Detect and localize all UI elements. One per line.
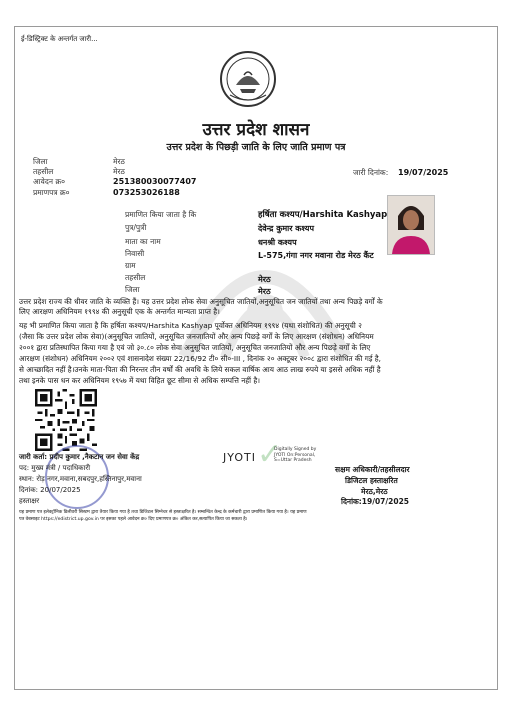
district-value: मेरठ bbox=[113, 157, 125, 166]
resident-label: निवासी bbox=[125, 249, 145, 258]
para1-line1: उत्तर प्रदेश राज्य की धीवर जाति के व्यक्ति हैं। यह उत्तर प्रदेश लोक सेवा अनुसूचित जातियों,अनुसूचित जन जातियों तथा अन्य पिछड़े वर्गों के bbox=[19, 297, 383, 306]
issuer-signature-label: हस्ताक्षर bbox=[19, 497, 40, 505]
application-value: 251380030077407 bbox=[113, 177, 197, 186]
father-name: देवेन्द्र कुमार कश्यप bbox=[258, 224, 314, 233]
issue-date-label: जारी दिनांक: bbox=[353, 168, 389, 177]
para2-line4: आरक्षण (संशोधन) अधिनियम २००२ एवं शासनादेश संख्या 22/16/92 टी० सी०-III , दिनांक २० अक्टूबर २००८ द्वारा संशोधित की गई है, bbox=[19, 354, 381, 363]
qr-code-icon bbox=[35, 389, 97, 451]
edistrict-note: ई-डिस्ट्रिक्ट के अन्तर्गत जारी... bbox=[21, 35, 98, 43]
para2-line6: तथा इनके पास धन कर अधिनियम १९५७ में यथा विहित छूट सीमा से अधिक सम्पत्ति नहीं है। bbox=[19, 376, 260, 385]
digital-signature-check-icon: ✓ bbox=[257, 437, 283, 472]
page-title: उत्तर प्रदेश शासन bbox=[202, 120, 310, 140]
issuer-date: दिनांक: 20/07/2025 bbox=[19, 486, 81, 494]
issued-by: जारी कर्ता: प्रदीप कुमार ,नैकटान जन सेवा केंद्र bbox=[19, 453, 140, 461]
para2-line2: (जैसा कि उत्तर प्रदेश लोक सेवा)(अनुसूचित जातियों, अनुसूचित जनजातियों और अन्य पिछड़े वर्गों के लिए आरक्षण (संशोधन) अधिनियम bbox=[19, 332, 374, 341]
village-label: ग्राम bbox=[125, 261, 136, 270]
tehsil-value: मेरठ bbox=[113, 167, 125, 176]
footer-line1: यह प्रमाण पत्र इलेक्ट्रॉनिक डिलीवरी सिस्टम द्वारा तैयार किया गया है तथा डिजिटल सिग्नेचर से हस्ताक्षरित है। सम्बन्धित केन्द्र के कर्मचारी द्वारा प्रमाणित किया गया है। यह प्रमाण bbox=[19, 510, 307, 515]
authority-place: मेरठ,मेरठ bbox=[361, 487, 388, 496]
address-value: L-575,गंगा नगर मवाना रोड मेरठ कैंट bbox=[258, 251, 374, 260]
detail-district-label: जिला bbox=[125, 285, 140, 294]
issuer-designation: पद: मुख्य मंत्री / पदाधिकारी bbox=[19, 464, 91, 472]
mother-label: माता का नाम bbox=[125, 237, 161, 246]
certificate-label: प्रमाणपत्र क्र० bbox=[33, 188, 70, 197]
digital-signature-block bbox=[274, 447, 316, 464]
person-photo-icon bbox=[388, 196, 434, 254]
issue-date-value: 19/07/2025 bbox=[398, 168, 449, 177]
footer-line2: पत्र वेबसाइट https://edistrict.up.gov.in पर इसका पहले आवेदन क्र० दिए प्रमाणपत्र क्र० अंकित कर,सत्यापित किया जा सकता है। bbox=[19, 517, 248, 522]
para2-line1: यह भी प्रमाणित किया जाता है कि हर्षिता कश्यप/Harshita Kashyap पूर्वोक्त अधिनियम १९९४ (यथा संशोधित) की अनुसूची २ bbox=[19, 321, 362, 330]
district-label: जिला bbox=[33, 157, 48, 166]
application-label: आवेदन क्र० bbox=[33, 177, 66, 186]
authority-sign: डिजिटल हस्ताक्षरित bbox=[345, 476, 398, 485]
page-subtitle: उत्तर प्रदेश के पिछड़ी जाति के लिए जाति प्रमाण पत्र bbox=[166, 142, 346, 153]
mother-name: धनश्री कश्यप bbox=[258, 238, 297, 247]
up-emblem-icon bbox=[218, 49, 278, 109]
certificate-page bbox=[14, 26, 498, 690]
para1-line2: लिए आरक्षण अधिनियम १९९४ की अनुसूची एक के अन्तर्गत मान्यता प्राप्त है। bbox=[19, 307, 220, 316]
authority-date: दिनांक:19/07/2025 bbox=[341, 497, 410, 506]
detail-tehsil-value: मेरठ bbox=[258, 275, 271, 284]
detail-tehsil-label: तहसील bbox=[125, 273, 146, 282]
certificate-value: 073253026188 bbox=[113, 188, 180, 197]
tehsil-label: तहसील bbox=[33, 167, 54, 176]
authority-title: सक्षम अधिकारी/तहसीलदार bbox=[335, 465, 410, 474]
para2-line5: से आच्छादित नहीं है।उनके माता-पिता की निरन्तर तीन वर्षों की अवधि के लिये सकल वार्षिक आय आठ लाख रुपये या इससे अधिक नहीं है bbox=[19, 365, 381, 374]
relation-label: पुत्र/पुत्री bbox=[125, 223, 147, 232]
cert-intro: प्रमाणित किया जाता है कि bbox=[125, 210, 197, 219]
detail-district-value: मेरठ bbox=[258, 287, 271, 296]
dsig-line1: Digitally Signed by bbox=[274, 447, 317, 452]
issuer-place: स्थान: रोड़ नगर,मवाना,सबदपुर,हस्तिनापुर,मवाना bbox=[19, 475, 142, 483]
dsig-line3: S=Uttar Pradesh bbox=[274, 458, 312, 463]
para2-line3: २००१ द्वारा प्रतिस्थापित किया गया है एवं जो ३०.८० लोक सेवा अनुसूचित जातियों, अनुसूचित जनजातियों और अन्य पिछड़े वर्गों के लिए bbox=[19, 343, 371, 352]
signer-name: JYOTI bbox=[223, 451, 256, 464]
dsig-line2: JYOTI On:Personal, bbox=[274, 452, 316, 458]
holder-name: हर्षिता कश्यप/Harshita Kashyap bbox=[258, 210, 388, 220]
applicant-photo bbox=[387, 195, 435, 255]
